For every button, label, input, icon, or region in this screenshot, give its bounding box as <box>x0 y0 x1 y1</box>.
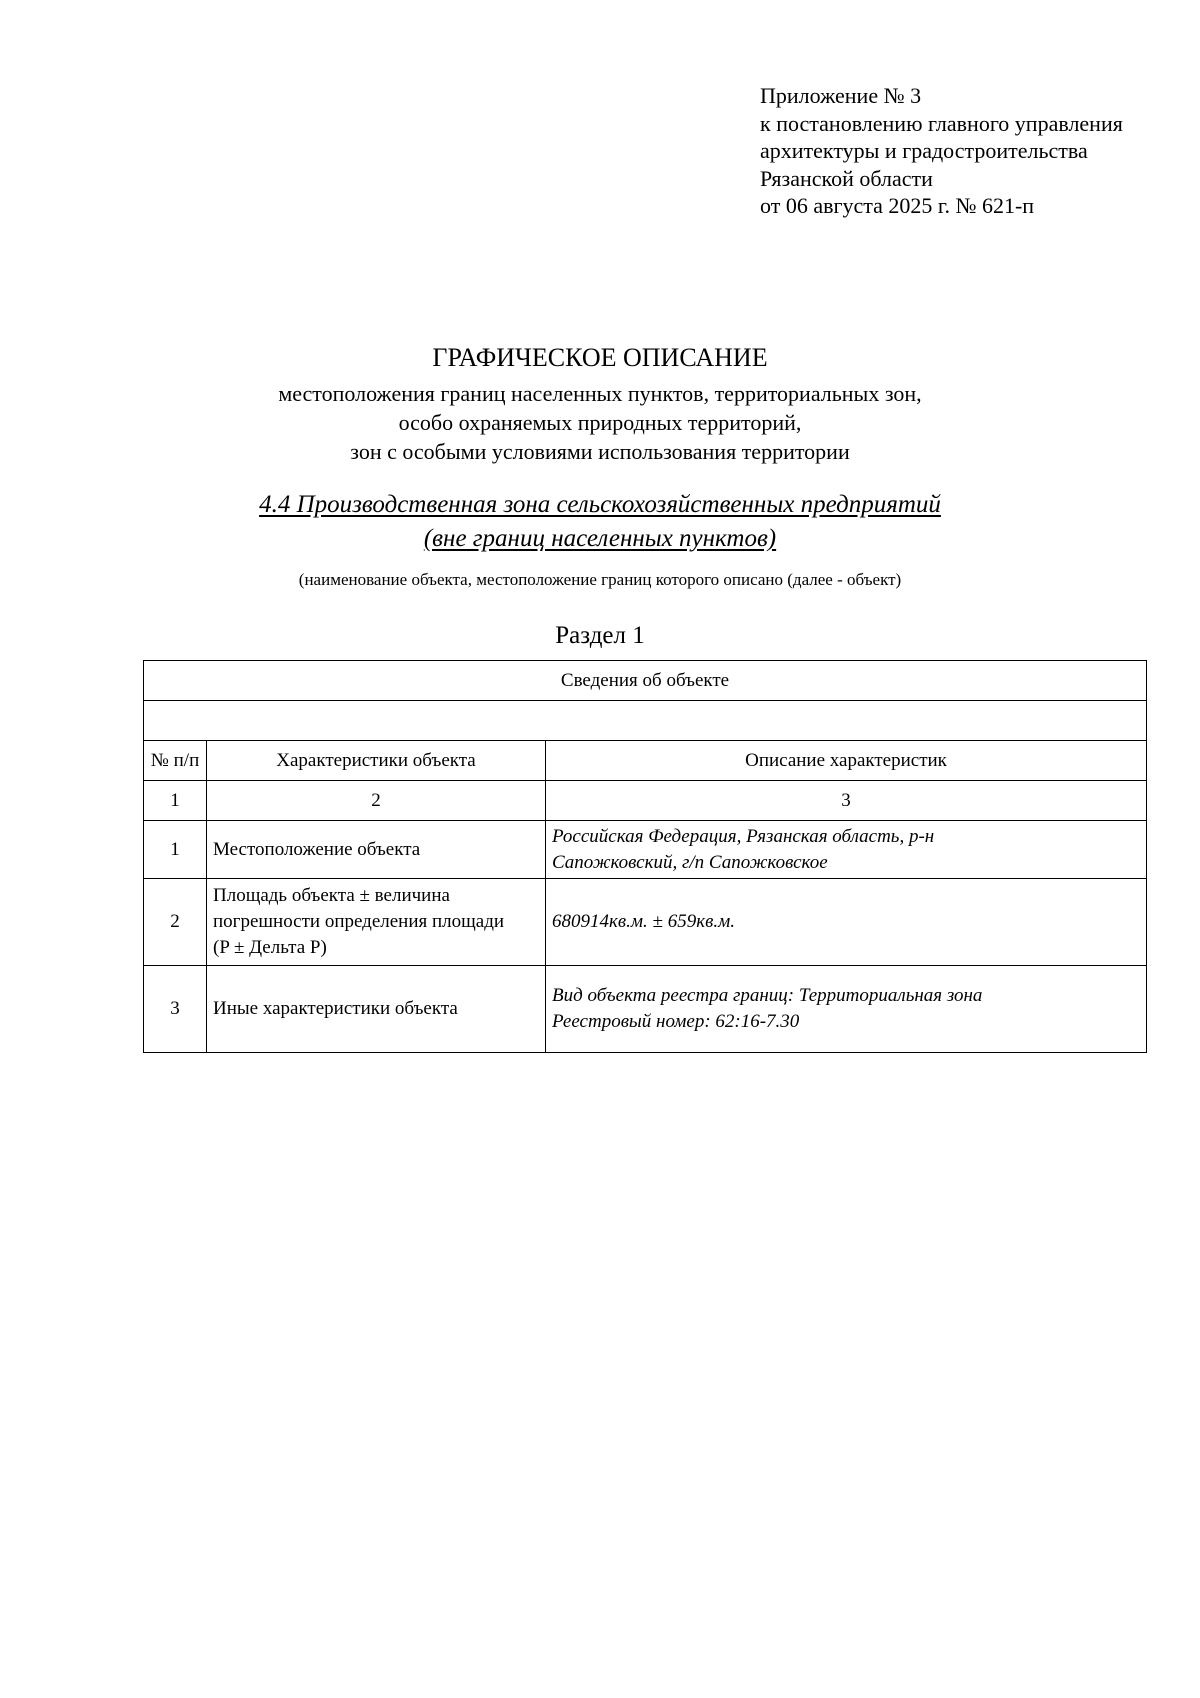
characteristic-line: Площадь объекта ± величина <box>213 885 450 906</box>
description-line: Вид объекта реестра границ: Территориальная зона <box>552 985 983 1006</box>
subtitle-line: зон с особыми условиями использования территории <box>350 439 850 464</box>
table-row <box>144 966 1147 1053</box>
header-num: № п/п <box>144 741 207 781</box>
subtitle-line: особо охраняемых природных территорий, <box>398 410 802 435</box>
row-num: 3 <box>144 966 207 1053</box>
row-characteristic <box>207 966 546 1053</box>
row-description <box>546 966 1147 1053</box>
object-caption: (наименование объекта, местоположение границ которого описано (далее - объект) <box>298 570 902 589</box>
object-name-line: 4.4 Производственная зона сельскохозяйственных предприятий <box>259 491 941 518</box>
description-line: Реестровый номер: 62:16-7.30 <box>552 1011 800 1032</box>
appendix-line: Приложение № 3 <box>760 83 922 108</box>
table-caption-row <box>144 661 1147 701</box>
document-subtitle <box>0 379 1200 466</box>
section-title: Раздел 1 <box>555 622 645 649</box>
row-description <box>546 821 1147 879</box>
appendix-line: от 06 августа 2025 г. № 621-п <box>760 193 1035 218</box>
table-row <box>144 821 1147 879</box>
column-number: 2 <box>207 781 546 821</box>
object-name <box>0 488 1200 556</box>
document-title: ГРАФИЧЕСКОЕ ОПИСАНИЕ <box>432 343 768 372</box>
column-number: 3 <box>546 781 1147 821</box>
characteristic-line: погрешности определения площади <box>213 911 505 932</box>
row-characteristic <box>207 821 546 879</box>
row-num: 2 <box>144 879 207 966</box>
characteristic-line: Местоположение объекта <box>213 838 421 860</box>
header-characteristic: Характеристики объекта <box>207 741 546 781</box>
characteristic-line: (P ± Дельта P) <box>213 937 327 958</box>
appendix-block <box>760 82 1123 220</box>
table-blank-row <box>144 701 1147 741</box>
row-num: 1 <box>144 821 207 879</box>
description-line: Сапожковский, г/п Сапожковское <box>552 851 828 873</box>
table-caption: Сведения об объекте <box>144 661 1147 701</box>
appendix-line: к постановлению главного управления <box>760 110 1123 136</box>
description-line: Российская Федерация, Рязанская область, р-н <box>552 825 935 847</box>
appendix-line: архитектуры и градостроительства <box>760 138 1088 163</box>
object-name-line: (вне границ населенных пунктов) <box>423 525 777 552</box>
object-info-table <box>143 660 1147 1053</box>
table-header-row <box>144 741 1147 781</box>
characteristic-line: Иные характеристики объекта <box>213 998 458 1019</box>
column-number-row <box>144 781 1147 821</box>
subtitle-line: местоположения границ населенных пунктов, территориальных зон, <box>278 381 922 406</box>
description-line: 680914кв.м. ± 659кв.м. <box>552 911 735 932</box>
table-blank-cell <box>144 701 1147 741</box>
header-description: Описание характеристик <box>546 741 1147 781</box>
row-characteristic <box>207 879 546 966</box>
row-description <box>546 879 1147 966</box>
table-row <box>144 879 1147 966</box>
appendix-line: Рязанской области <box>760 165 933 191</box>
column-number: 1 <box>144 781 207 821</box>
